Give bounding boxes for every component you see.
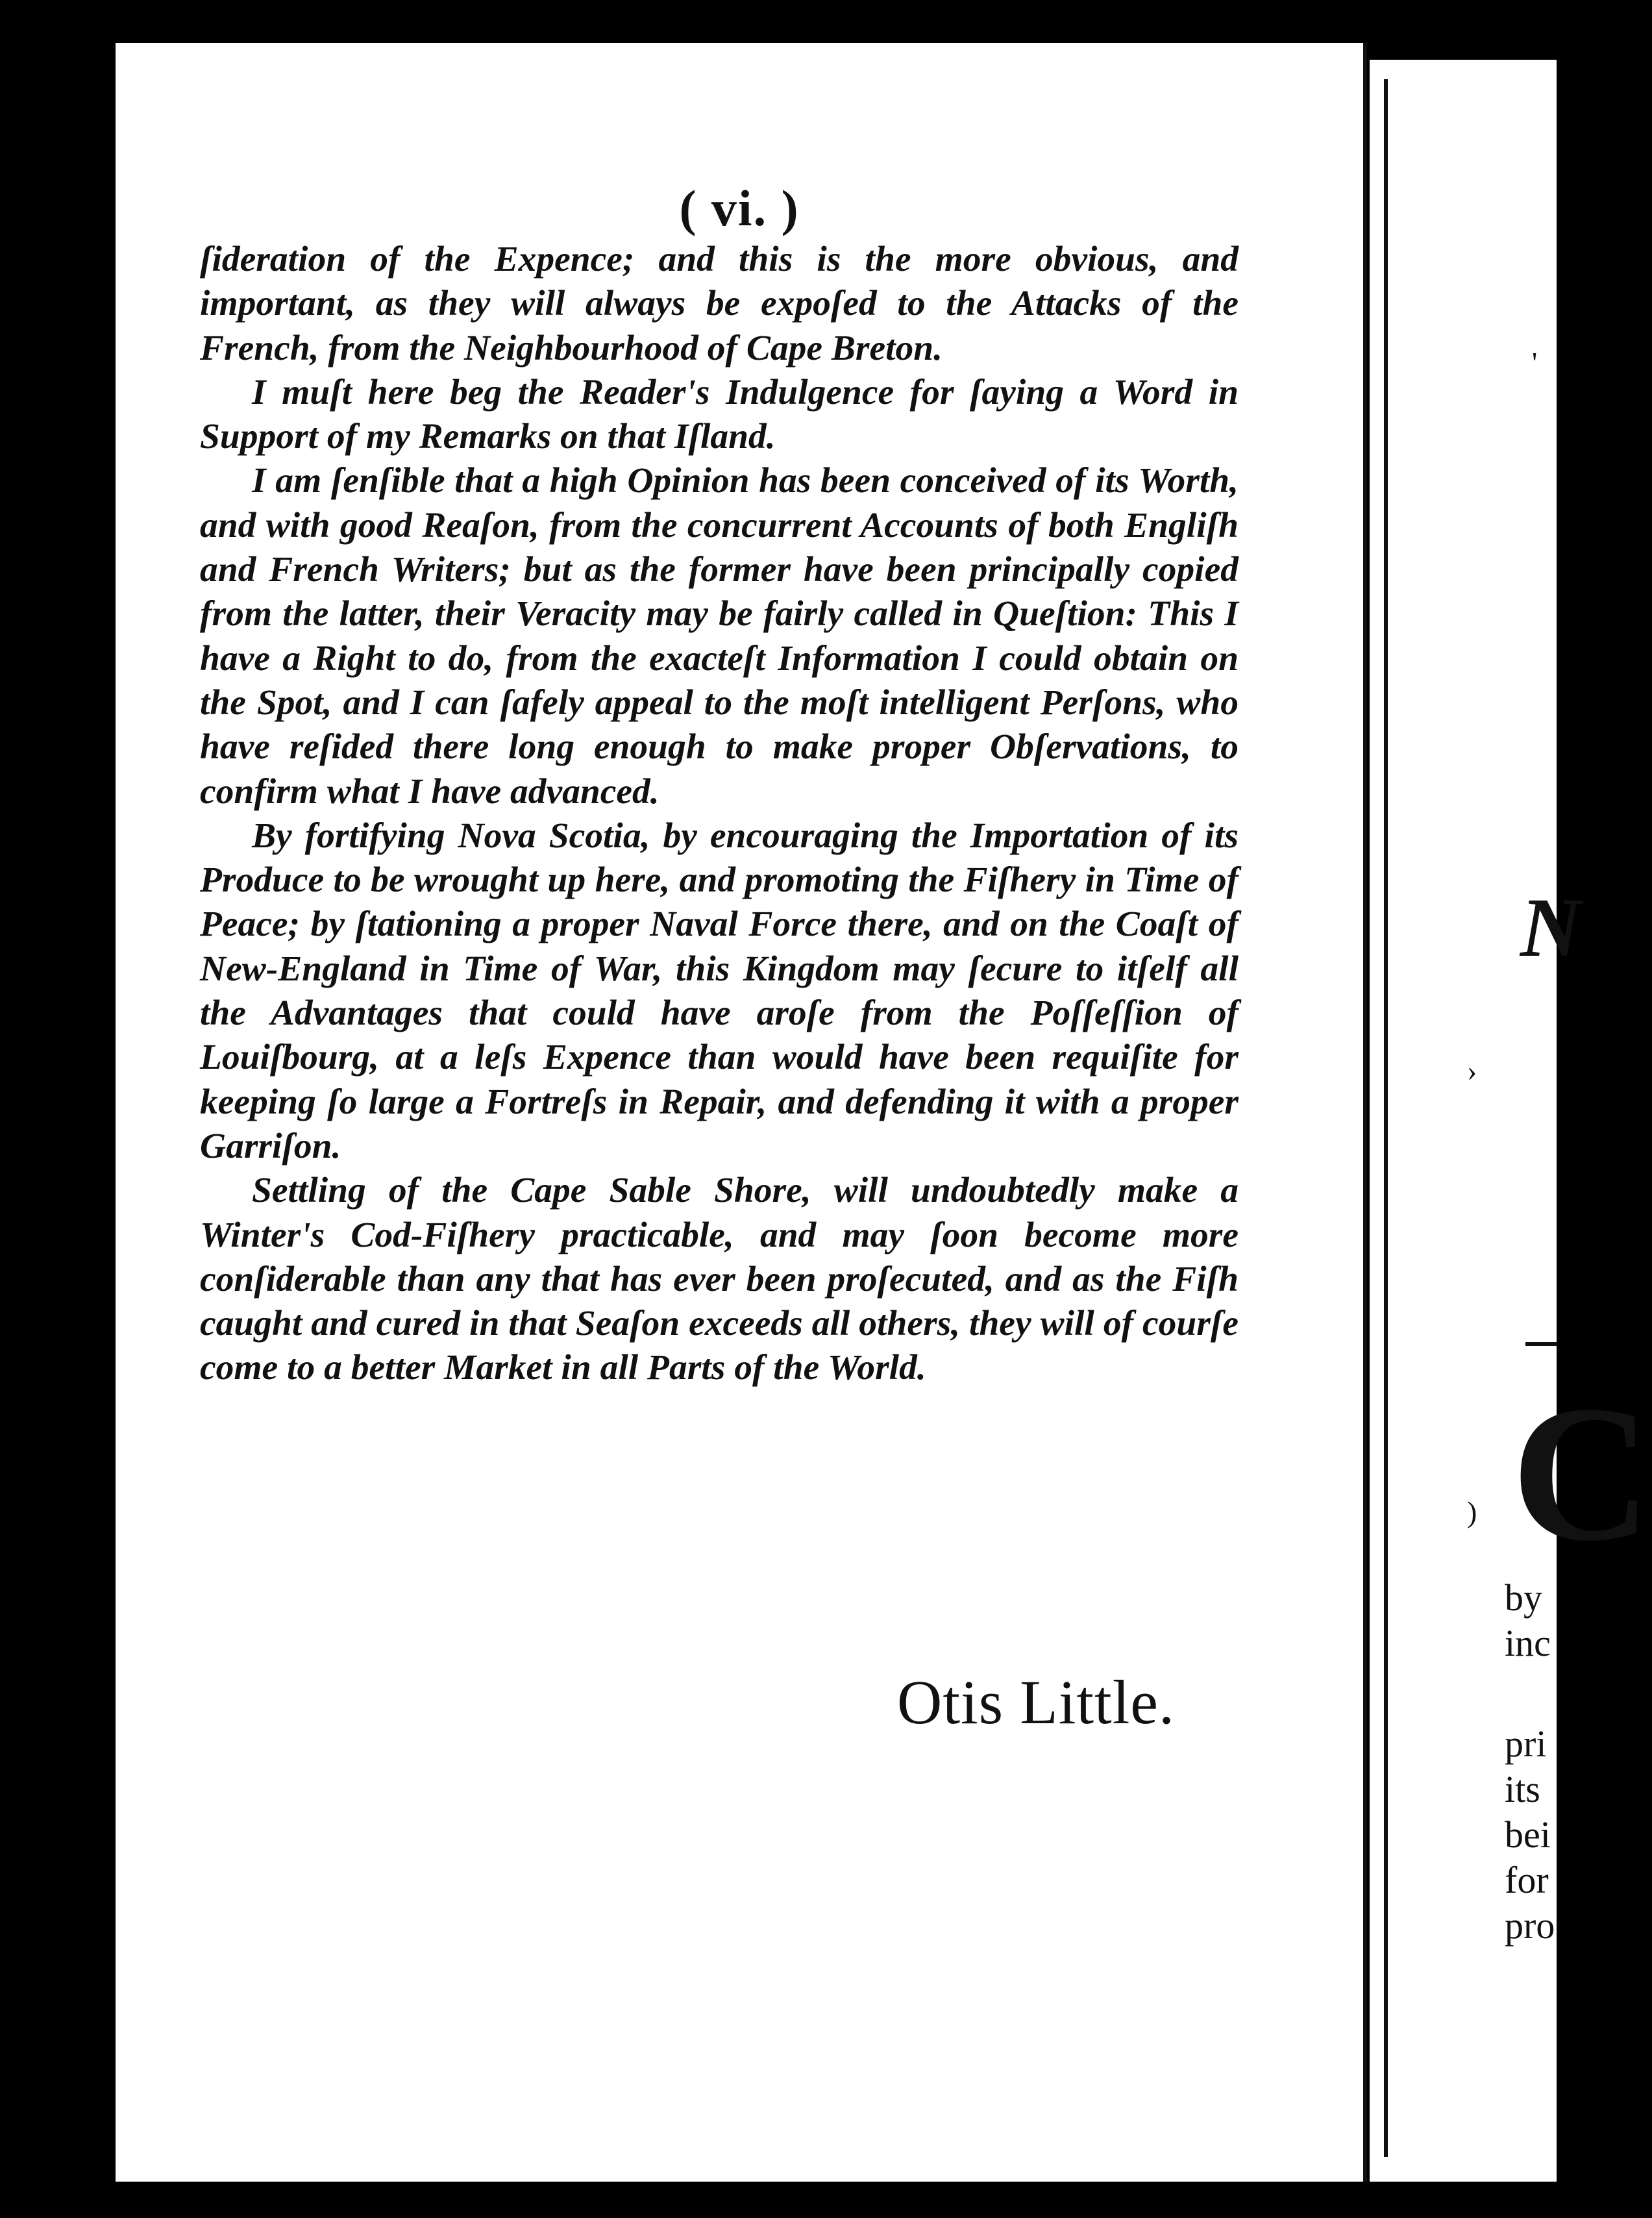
next-page-rule <box>1525 1342 1557 1346</box>
book-page-right-partial <box>1370 60 1652 2182</box>
next-page-fragment: for <box>1505 1859 1549 1901</box>
next-page-fragment: by <box>1505 1576 1542 1619</box>
author-signature: Otis Little. <box>897 1667 1175 1737</box>
page-gutter <box>1384 79 1388 2157</box>
next-page-drop-cap: C <box>1511 1365 1652 1581</box>
next-page-fragment: inc <box>1505 1622 1551 1664</box>
stray-mark: ) <box>1467 1495 1477 1528</box>
body-text <box>200 238 1239 1391</box>
next-page-fragment: pro <box>1505 1904 1555 1947</box>
page-number: ( vi. ) <box>679 180 800 236</box>
book-page-left <box>116 43 1367 2182</box>
stray-mark: › <box>1467 1054 1477 1087</box>
paragraph: Settling of the Cape Sable Shore, will undoubtedly make a Winter's Cod-Fiſhery practicable, and may ſoon become more conſiderable than any that has ever been proſecuted, and as the Fiſh caught and cured in that Seaſon exceeds all others, they will of courſe come to a better Market in all Parts of the World. <box>200 1171 1239 1388</box>
paragraph: I am ſenſible that a high Opinion has been conceived of its Worth, and with good Reaſon, from the concurrent Accounts of both Engliſh and French Writers; but as the former have been principally copied from the latter, their Veracity may be fairly called in Queſtion: This I have a Right to do, from the exacteſt Information I could obtain on the Spot, and I can ſafely appeal to the moſt intelligent Perſons, who have reſided there long enough to make proper Obſervations, to confirm what I have advanced. <box>200 461 1239 812</box>
next-page-fragment: its <box>1505 1768 1540 1810</box>
next-page-initial-letter: N <box>1520 881 1581 975</box>
paragraph: By fortifying Nova Scotia, by encouraging the Importation of its Produce to be wrought up here, and promoting the Fiſhery in Time of Peace; by ſtationing a proper Naval Force there, and on the Coaſt of New-England in Time of War, this Kingdom may ſecure to itſelf all the Advantages that could have aroſe from the Poſſeſſion of Louiſbourg, at a leſs Expence than would have been requiſite for keeping ſo large a Fortreſs in Repair, and defending it with a proper Garriſon. <box>200 816 1239 1166</box>
next-page-fragment: pri <box>1505 1723 1547 1765</box>
paragraph: ſideration of the Expence; and this is the more obvious, and important, as they will always be expoſed to the Attacks of the French, from the Neighbourhood of Cape Breton. <box>200 240 1239 368</box>
paragraph: I muſt here beg the Reader's Indulgence for ſaying a Word in Support of my Remarks on that Iſland. <box>200 372 1239 457</box>
next-page-fragment: bei <box>1505 1813 1551 1856</box>
stray-mark: ' <box>1532 346 1538 379</box>
